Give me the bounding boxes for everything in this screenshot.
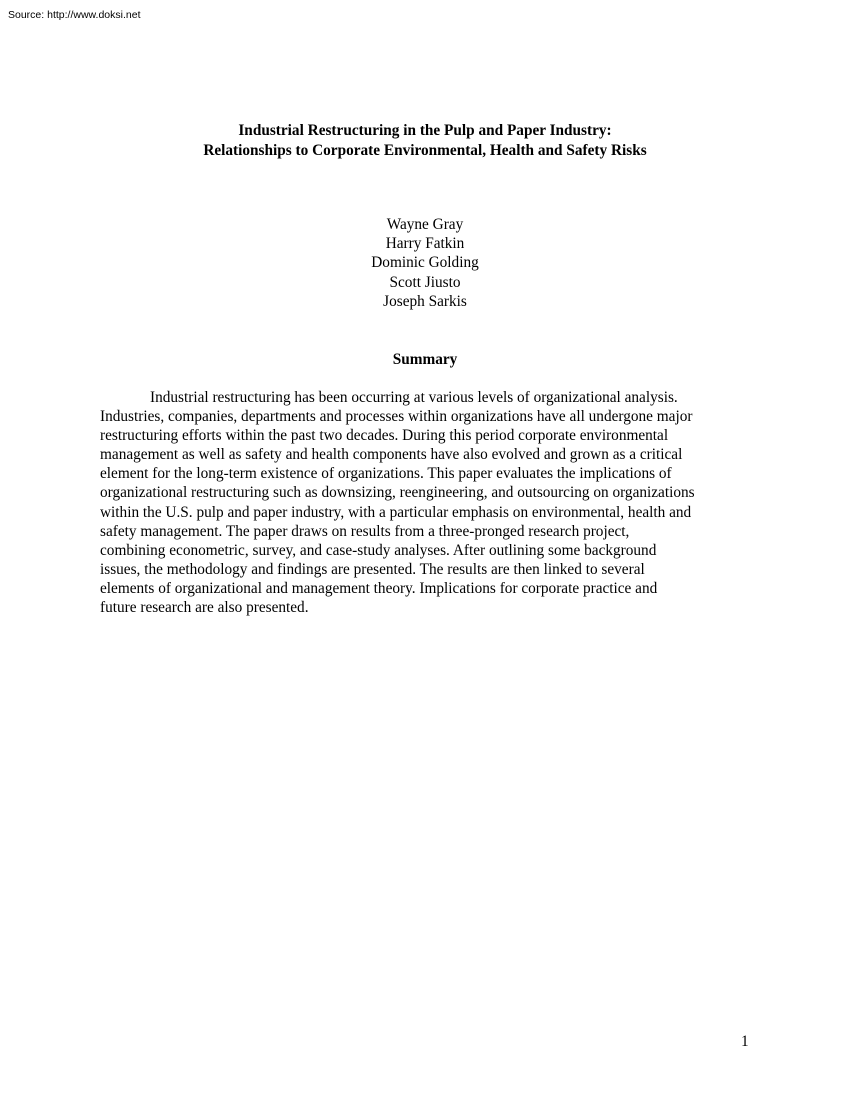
author-name: Harry Fatkin [385,235,465,253]
author-name: Wayne Gray [386,216,464,233]
summary-line: combining econometric, survey, and case-study analyses. After outlining some background [100,541,657,559]
page-number: 1 [741,1033,749,1050]
author-name: Joseph Sarkis [383,292,467,310]
summary-line: within the U.S. pulp and paper industry, with a particular emphasis on environmental, health and [100,503,692,521]
summary-line: Industrial restructuring has been occurring at various levels of organizational analysis. [150,389,678,406]
author-name: Scott Jiusto [389,273,461,291]
summary-line: safety management. The paper draws on results from a three-pronged research project, [100,522,630,540]
author-list [100,215,750,311]
source-note: Source: http://www.doksi.net [8,9,141,21]
title-line-2: Relationships to Corporate Environmental, Health and Safety Risks [203,142,647,159]
summary-paragraph [100,388,760,617]
summary-line: organizational restructuring such as downsizing, reengineering, and outsourcing on organizations [100,484,695,502]
summary-line: elements of organizational and management theory. Implications for corporate practice and [100,579,658,597]
title-line-1: Industrial Restructuring in the Pulp and Paper Industry: [238,122,612,139]
summary-line: restructuring efforts within the past two decades. During this period corporate environmental [100,427,669,445]
summary-line: element for the long-term existence of organizations. This paper evaluates the implications of [100,465,672,483]
summary-line: future research are also presented. [100,599,309,617]
summary-line: issues, the methodology and findings are presented. The results are then linked to several [100,560,645,578]
author-name: Dominic Golding [371,254,479,272]
paper-title [100,121,750,161]
summary-line: Industries, companies, departments and processes within organizations have all undergone major [100,408,693,426]
summary-line: management as well as safety and health components have also evolved and grown as a critical [100,446,683,464]
summary-heading: Summary [392,351,458,368]
